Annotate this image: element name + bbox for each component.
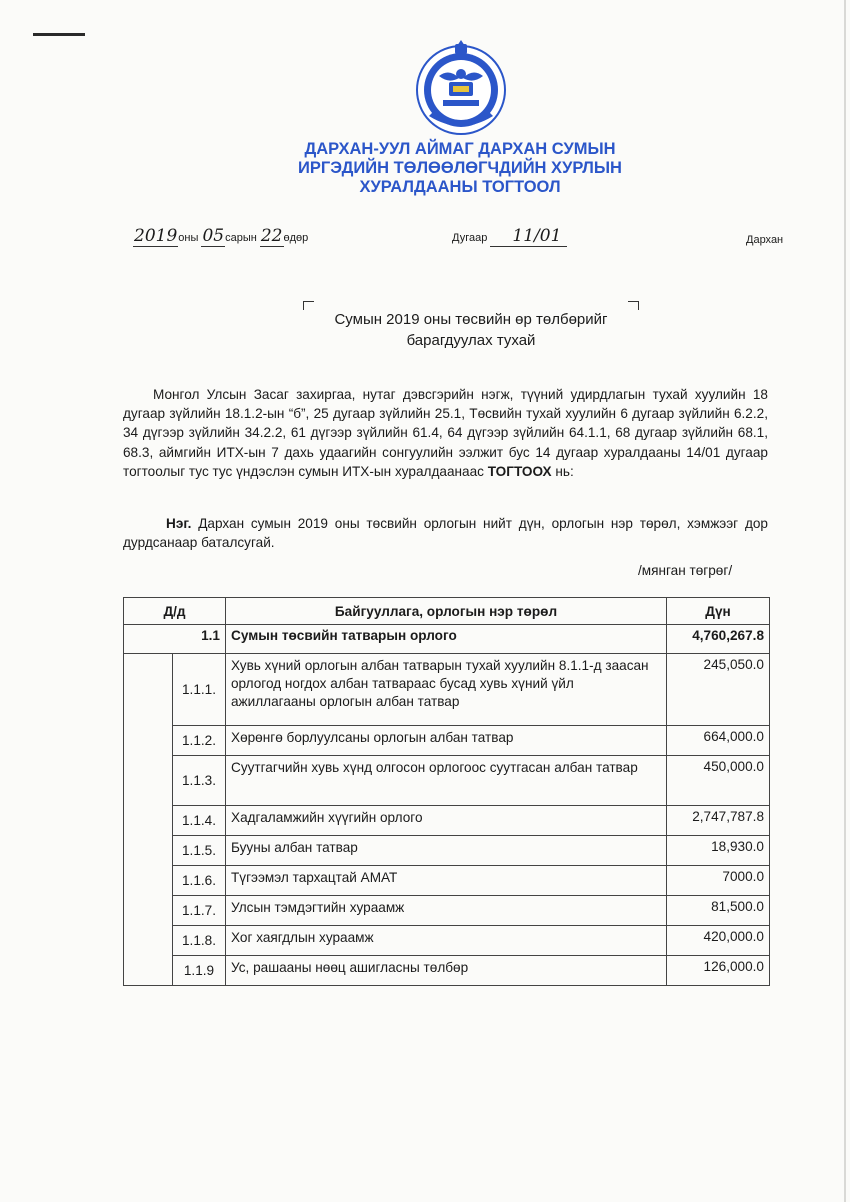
page-edge: [844, 0, 846, 1202]
document-place: Дархан: [746, 234, 784, 246]
header-dd: Д/д: [124, 598, 226, 625]
row-code: 1.1.9: [173, 956, 226, 986]
document-date: [133, 226, 308, 247]
table-row: [124, 756, 770, 806]
date-month: 05: [202, 226, 225, 246]
header-line-2: ИРГЭДИЙН ТӨЛӨӨЛӨГЧДИЙН ХУРЛЫН: [298, 159, 622, 177]
table-row: [124, 654, 770, 726]
row-amount: 7000.0: [667, 866, 770, 896]
row-amount: 18,930.0: [667, 836, 770, 866]
row-label: Түгээмэл тархацтай АМАТ: [226, 866, 667, 896]
date-day-suffix: өдөр: [283, 232, 309, 244]
header-line-1: ДАРХАН-УУЛ АЙМАГ ДАРХАН СУМЫН: [304, 140, 616, 158]
preamble-text: Монгол Улсын Засаг захиргаа, нутаг дэвсгэрийн нэгж, түүний удирдлагын тухай хуулийн 18 дугаар зүйлийн 18.1.2-ын “б”, 25 дугаар зүйлийн 25.1, Төсвийн тухай хуулийн 6 дугаар зүйлийн 6.2.2, 34 дүгээр зүйлийн 34.2.2, 61 дүгээр зүйлийн 61.4, 64 дүгээр зүйлийн 64.1.1, 68 дугаар зүйлийн 68.1, 68.3, аймгийн ИТХ-ын 7 дахь удаагийн сонгуулийн ээлжит бус 14 дугаар хуралдааны 14/01 дугаар тогтоолыг тус тус үндэслэн сумын ИТХ-ын хуралдаанаас: [123, 387, 768, 479]
row-code: 1.1.1.: [173, 654, 226, 726]
row-label: Хувь хүний орлогын албан татварын тухай хуулийн 8.1.1-д заасан орлогод ногдох албан татвараас бусад хувь хүний үйл ажиллагааны орлогын албан татвар: [226, 654, 667, 726]
row-amount: 126,000.0: [667, 956, 770, 986]
preamble-bold-word: ТОГТООХ: [487, 463, 552, 479]
table-row: [124, 866, 770, 896]
unit-label: /мянган төгрөг/: [638, 563, 733, 578]
document-meta-row: [0, 226, 850, 250]
document-subject: [303, 301, 639, 351]
state-emblem-icon: [415, 38, 507, 138]
table-header-row: [124, 598, 770, 625]
row-label: Ус, рашааны нөөц ашигласны төлбөр: [226, 956, 667, 986]
date-year-suffix: оны: [178, 232, 199, 244]
table-row: [124, 926, 770, 956]
blank-index-cell: [124, 654, 173, 986]
row-label: Хөрөнгө борлуулсаны орлогын албан татвар: [226, 726, 667, 756]
table-row: [124, 726, 770, 756]
row-label: Хадгаламжийн хүүгийн орлого: [226, 806, 667, 836]
row-label: Суутгагчийн хувь хүнд олгосон орлогоос суутгасан албан татвар: [226, 756, 667, 806]
date-month-suffix: сарын: [225, 232, 257, 244]
subject-corner-left: [303, 301, 314, 310]
table-total-row: [124, 625, 770, 654]
total-label: Сумын төсвийн татварын орлого: [226, 625, 667, 654]
subject-line-2: барагдуулах тухай: [406, 332, 536, 349]
subject-line-1: Сумын 2019 оны төсвийн өр төлбөрийг: [334, 311, 608, 328]
row-code: 1.1.2.: [173, 726, 226, 756]
number-value: 11/01: [490, 226, 567, 247]
table-row: [124, 836, 770, 866]
header-line-3: ХУРАЛДААНЫ ТОГТООЛ: [359, 178, 561, 196]
row-amount: 81,500.0: [667, 896, 770, 926]
date-year: 2019: [134, 226, 178, 246]
clause-one-text: Дархан сумын 2019 оны төсвийн орлогын нийт дүн, орлогын нэр төрөл, хэмжээг дор дурдсанаар баталсугай.: [123, 516, 768, 551]
row-amount: 664,000.0: [667, 726, 770, 756]
number-label: Дугаар: [452, 232, 488, 244]
document-number: [452, 226, 567, 247]
preamble-paragraph: [123, 385, 768, 481]
row-code: 1.1.8.: [173, 926, 226, 956]
row-code: 1.1.5.: [173, 836, 226, 866]
income-table: [123, 597, 770, 986]
row-label: Улсын тэмдэгтийн хураамж: [226, 896, 667, 926]
scan-mark: [33, 33, 85, 36]
table-row: [124, 956, 770, 986]
clause-one-paragraph: [123, 514, 768, 552]
clause-one-label: Нэг.: [166, 516, 192, 531]
header-amount: Дүн: [667, 598, 770, 625]
row-amount: 420,000.0: [667, 926, 770, 956]
document-header: [240, 140, 680, 197]
table-row: [124, 806, 770, 836]
row-label: Бууны албан татвар: [226, 836, 667, 866]
row-code: 1.1.3.: [173, 756, 226, 806]
row-amount: 450,000.0: [667, 756, 770, 806]
row-amount: 245,050.0: [667, 654, 770, 726]
table-row: [124, 896, 770, 926]
row-amount: 2,747,787.8: [667, 806, 770, 836]
header-name: Байгууллага, орлогын нэр төрөл: [226, 598, 667, 625]
row-code: 1.1.7.: [173, 896, 226, 926]
preamble-suffix: нь:: [551, 463, 574, 479]
row-code: 1.1.4.: [173, 806, 226, 836]
total-code: 1.1: [124, 625, 226, 654]
date-day: 22: [260, 226, 283, 246]
row-code: 1.1.6.: [173, 866, 226, 896]
total-amount: 4,760,267.8: [667, 625, 770, 654]
subject-corner-right: [628, 301, 639, 310]
row-label: Хог хаягдлын хураамж: [226, 926, 667, 956]
